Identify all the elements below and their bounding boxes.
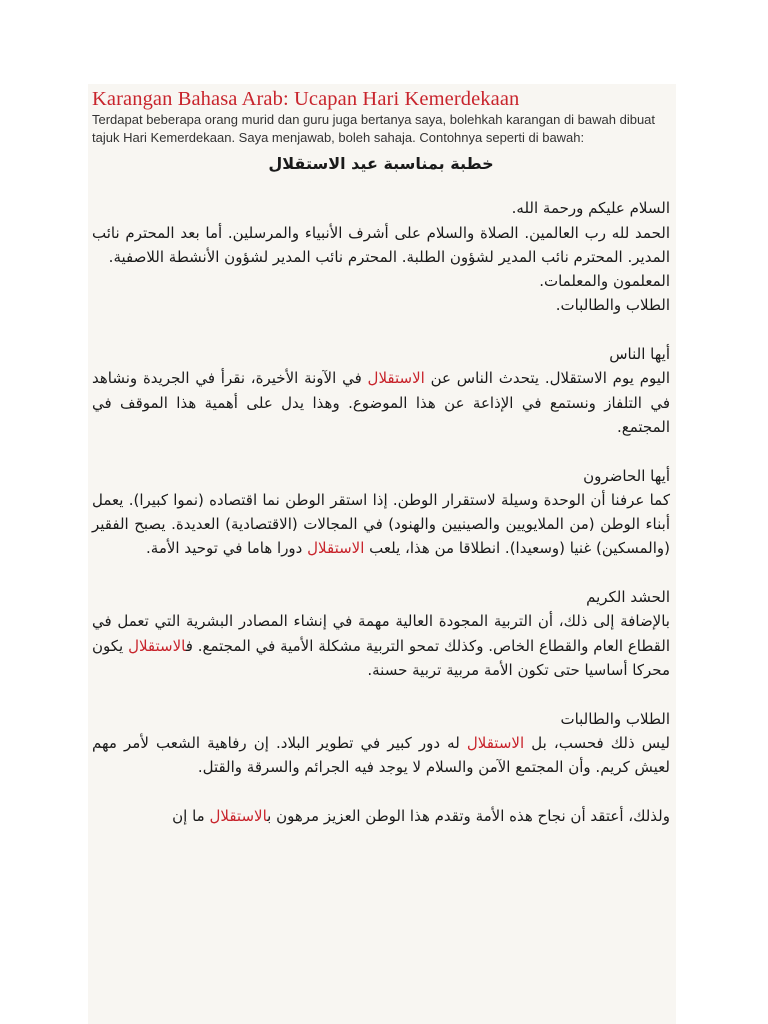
paragraph-address: الحشد الكريم: [586, 588, 670, 607]
speech-paragraph: [92, 342, 670, 439]
paragraph-address: أيها الحاضرون: [583, 466, 670, 485]
highlighted-word: الاستقلال: [128, 636, 186, 655]
highlighted-word: الاستقلال: [466, 733, 525, 752]
paragraph-text: ولذلك، أعتقد أن نجاح هذه الأمة وتقدم هذا الوطن العزيز مرهون ب: [267, 806, 670, 825]
paragraph-text: يكون محركا أساسيا حتى تكون الأمة مربية تربية حسنة.: [92, 636, 670, 679]
speech-paragraph: [92, 804, 670, 828]
paragraph-text: اليوم يوم الاستقلال. يتحدث الناس عن: [424, 369, 670, 388]
paragraph-text: في الآونة الأخيرة، نقرأ في الجريدة ونشاهد في التلفاز ونستمع في الإذاعة عن هذا الموضوع. وهذا يدل على أهمية هذا الموقف في المجتمع.: [92, 369, 670, 436]
document-sheet: [88, 84, 676, 1024]
highlighted-word: الاستقلال: [307, 539, 365, 558]
greeting-line: المعلمون والمعلمات.: [539, 272, 670, 291]
intro-paragraph: Terdapat beberapa orang murid dan guru juga bertanya saya, bolehkah karangan di bawah dibuat tajuk Hari Kemerdekaan. Saya menjawab, boleh sahaja. Contohnya seperti di bawah:: [92, 112, 656, 145]
highlighted-word: الاستقلال: [367, 369, 425, 388]
paragraph-text: كما عرفنا أن الوحدة وسيلة لاستقرار الوطن. إذا استقر الوطن نما اقتصاده (نموا كبيرا). يعمل أبناء الوطن (من الملايويين والصينيين والهنود) في المجالات (الاقتصادية) العديدة. يصبح الفقير (والمسكين) غنيا (وسعيدا). انطلاقا من هذا، يلعب: [92, 490, 670, 558]
speech-paragraph: [92, 707, 670, 780]
paragraph-text: دورا هاما في توحيد الأمة.: [146, 539, 308, 558]
greeting-line: الحمد لله رب العالمين. الصلاة والسلام على أشرف الأنبياء والمرسلين. أما بعد المحترم نائب المدير. المحترم نائب المدير لشؤون الطلبة. المحترم نائب المدير لشؤون الأنشطة اللاصفية.: [92, 223, 670, 266]
paragraph-address: أيها الناس: [609, 345, 670, 364]
paragraph-text: ليس ذلك فحسب، بل: [524, 733, 670, 752]
paragraph-text: ما إن: [172, 806, 210, 825]
paragraph-text: له دور كبير في تطوير البلاد. إن رفاهية الشعب لأمر مهم لعيش كريم. وأن المجتمع الآمن والسلام لا يوجد فيه الجرائم والسرقة والقتل.: [92, 733, 670, 777]
greeting-line: السلام عليكم ورحمة الله.: [511, 199, 670, 218]
arabic-speech-body: [92, 150, 670, 852]
opening-greetings: [92, 196, 670, 317]
highlighted-word: الاستقلال: [209, 806, 268, 825]
paragraph-address: الطلاب والطالبات: [560, 709, 670, 728]
speech-paragraph: [92, 585, 670, 682]
greeting-line: الطلاب والطالبات.: [555, 296, 670, 315]
speech-paragraph: [92, 464, 670, 561]
document-title: Karangan Bahasa Arab: Ucapan Hari Kemerdekaan: [92, 88, 520, 110]
speech-heading: خطبة بمناسبة عيد الاستقلال: [268, 154, 494, 173]
paragraph-text: بالإضافة إلى ذلك، أن التربية المجودة العالية مهمة في إنشاء المصادر البشرية التي تعمل في القطاع العام والقطاع الخاص. وكذلك تمحو التربية مشكلة الأمية في المجتمع. ف: [92, 612, 671, 655]
